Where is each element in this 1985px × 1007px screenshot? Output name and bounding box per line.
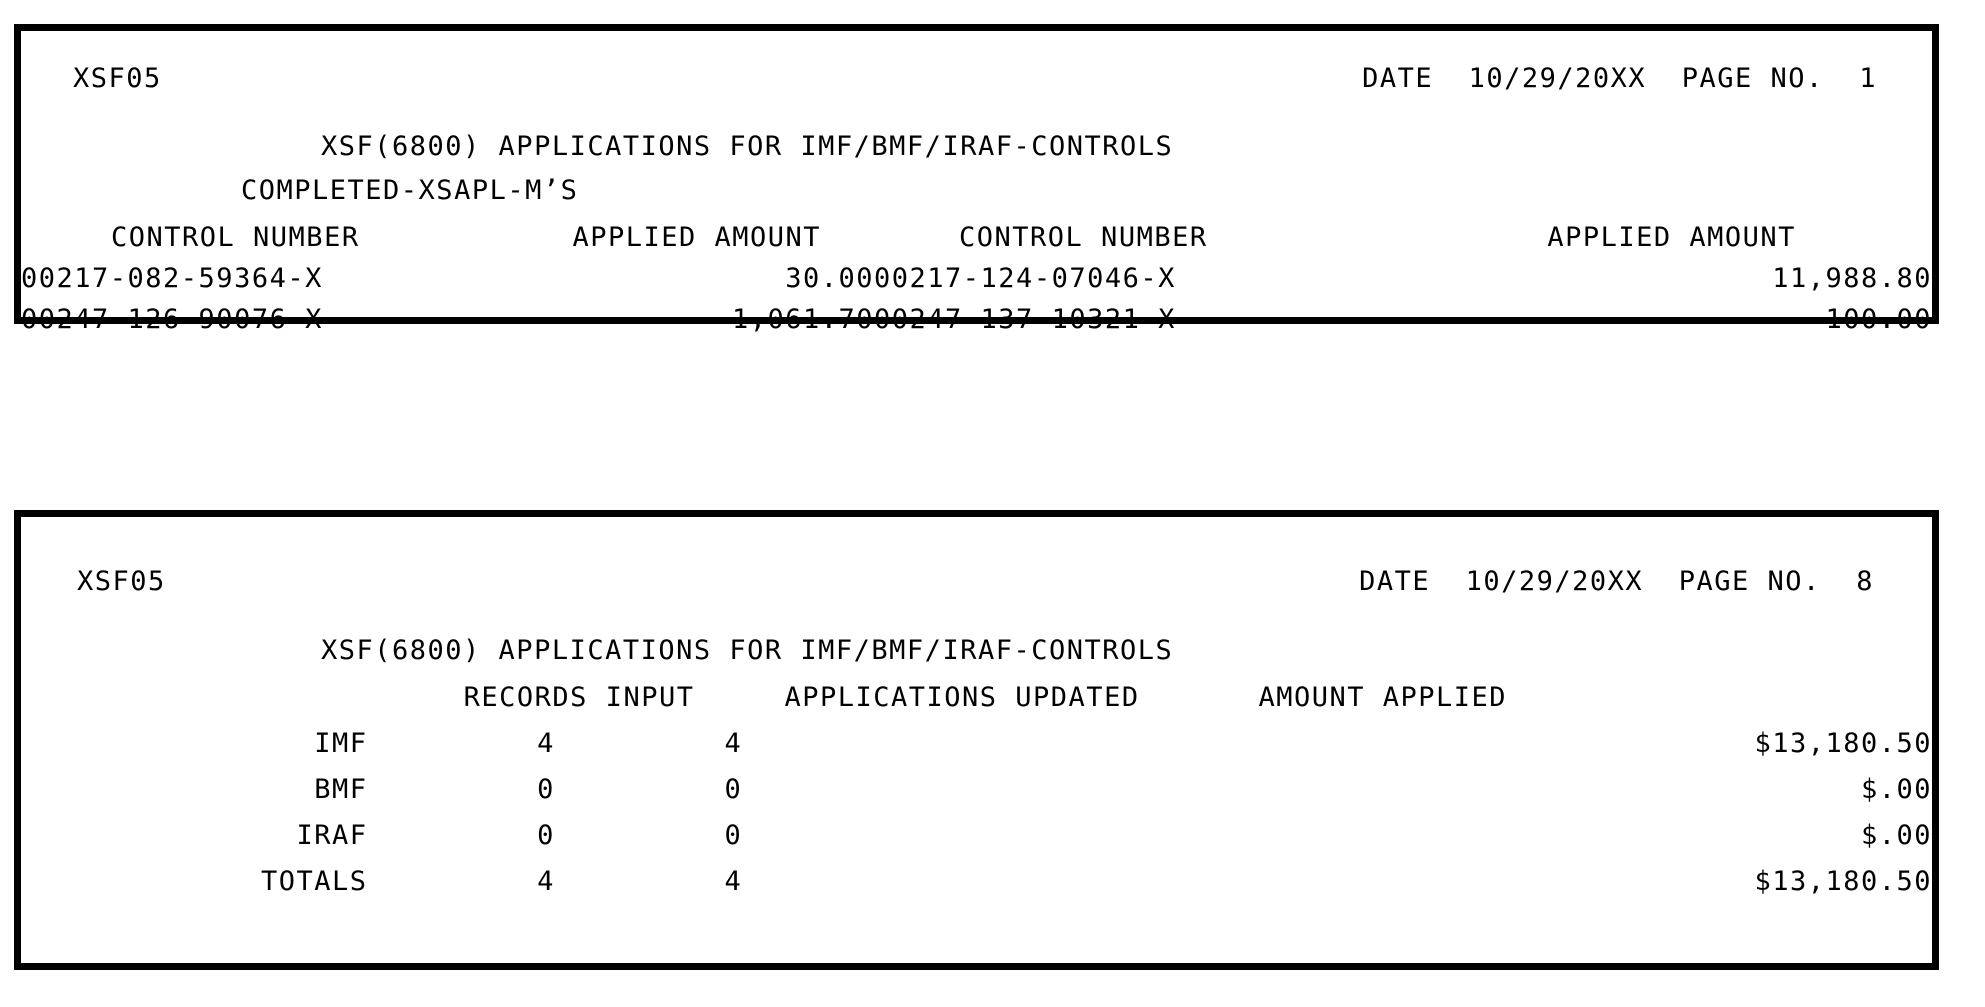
- cell-applications-updated: 4: [724, 866, 743, 897]
- page2-header-row: [21, 561, 1932, 602]
- cell-records-input: 4: [537, 866, 555, 897]
- column-header-control-number-2: CONTROL NUMBER: [959, 222, 1208, 253]
- page2-header-date-page: DATE 10/29/20XX PAGE NO. 8: [1359, 566, 1874, 597]
- cell-row-label: IMF: [314, 728, 368, 759]
- column-header-control-number-1: CONTROL NUMBER: [111, 222, 360, 253]
- table-row: [21, 813, 1932, 859]
- cell-row-label: TOTALS: [260, 866, 368, 897]
- column-header-applied-amount-2: APPLIED AMOUNT: [1547, 222, 1796, 253]
- cell-amount-applied: $.00: [1860, 774, 1932, 805]
- page1-header-date-page: DATE 10/29/20XX PAGE NO. 1: [1362, 63, 1877, 94]
- cell-applied-amount: 11,988.80: [1772, 263, 1932, 294]
- page1-subtitle: COMPLETED-XSAPL-M’S: [241, 175, 579, 206]
- table-row: [21, 258, 1932, 299]
- cell-row-label: IRAF: [296, 820, 368, 851]
- cell-records-input: 0: [537, 820, 555, 851]
- page1-report-id: XSF05: [73, 63, 162, 94]
- cell-amount-applied: $13,180.50: [1754, 728, 1932, 759]
- cell-row-label: BMF: [314, 774, 368, 805]
- cell-control-number: 00217-082-59364-X: [21, 263, 323, 294]
- table-header-row: [21, 675, 1932, 721]
- page2-title: XSF(6800) APPLICATIONS FOR IMF/BMF/IRAF-CONTROLS: [321, 635, 1174, 666]
- cell-amount-applied: $.00: [1860, 820, 1932, 851]
- page1-applications-table: [21, 217, 1932, 340]
- cell-records-input: 4: [537, 728, 555, 759]
- column-header-amount-applied: AMOUNT APPLIED: [1258, 682, 1508, 713]
- column-header-blank: [21, 675, 367, 721]
- report-page-2: [14, 510, 1939, 970]
- cell-applied-amount: 1,061.70: [731, 304, 875, 335]
- cell-control-number: 00247-126-90076-X: [21, 304, 323, 335]
- table-row: [21, 299, 1932, 340]
- column-header-records-input: RECORDS INPUT: [463, 682, 695, 713]
- page1-header-row: [21, 58, 1932, 99]
- cell-control-number: 00247-137-10321-X: [874, 304, 1176, 335]
- table-row-totals: [21, 859, 1932, 905]
- cell-records-input: 0: [537, 774, 555, 805]
- table-row: [21, 767, 1932, 813]
- cell-applications-updated: 0: [724, 774, 743, 805]
- cell-applied-amount: 100.00: [1825, 304, 1932, 335]
- cell-amount-applied: $13,180.50: [1754, 866, 1932, 897]
- cell-applications-updated: 0: [724, 820, 743, 851]
- page2-report-id: XSF05: [77, 566, 166, 597]
- table-header-row: [21, 217, 1932, 258]
- column-header-applied-amount-1: APPLIED AMOUNT: [572, 222, 822, 253]
- cell-applications-updated: 4: [724, 728, 743, 759]
- page2-summary-table: [21, 675, 1932, 905]
- cell-control-number: 00217-124-07046-X: [874, 263, 1176, 294]
- page1-title: XSF(6800) APPLICATIONS FOR IMF/BMF/IRAF-CONTROLS: [321, 131, 1174, 162]
- table-row: [21, 721, 1932, 767]
- cell-applied-amount: 30.00: [785, 263, 875, 294]
- report-page-1: [14, 24, 1939, 335]
- column-header-applications-updated: APPLICATIONS UPDATED: [784, 682, 1140, 713]
